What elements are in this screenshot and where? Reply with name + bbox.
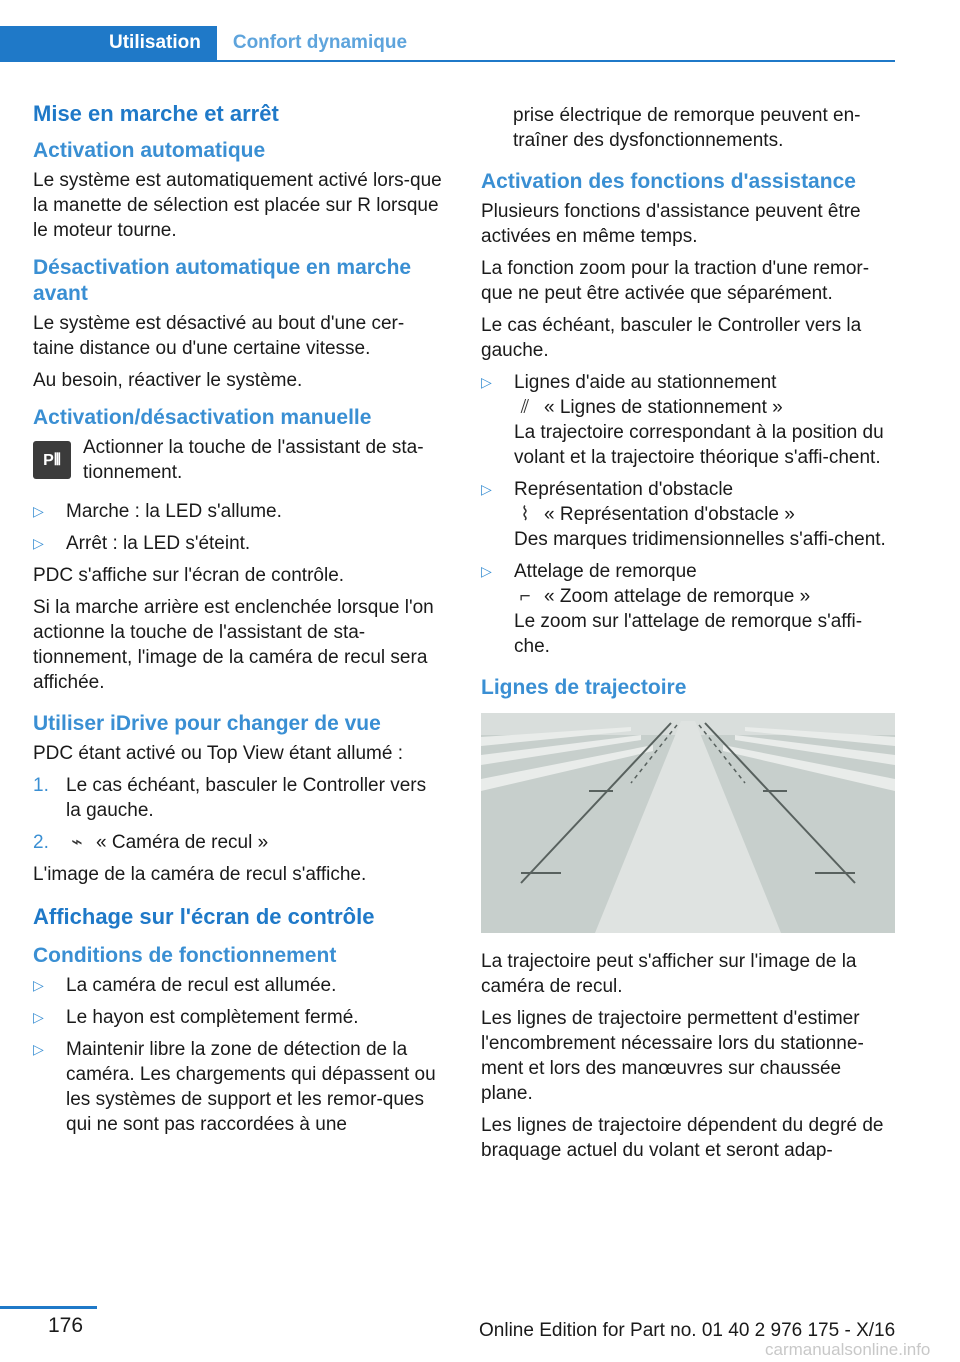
- para-camera: L'image de la caméra de recul s'affiche.: [33, 864, 367, 885]
- para-traj-3: Les lignes de trajectoire dépendent du degré de braquage actuel du volant et seront adap-: [481, 1115, 884, 1161]
- rear-camera-icon: ⌁: [71, 832, 83, 853]
- list-item: ▷ Le hayon est complètement fermé.: [33, 1007, 359, 1028]
- right-column: [481, 103, 893, 1170]
- header-divider: [0, 60, 895, 62]
- para-auto-on: Le système est automatiquement activé lors-que la manette de sélection est placée sur R lorsque le moteur tourne.: [33, 170, 442, 241]
- steps-list: [33, 773, 445, 855]
- list-item: 1. Le cas échéant, basculer le Controller vers la gauche.: [33, 775, 427, 821]
- para-continued: prise électrique de remorque peuvent en-traîner des dysfonctionnements.: [513, 105, 861, 151]
- para-idrive: PDC étant activé ou Top View étant allumé :: [33, 743, 404, 764]
- list-item: ▷ Représentation d'obstacle ⌇ « Représentation d'obstacle » Des marques tridimensionnelles s'affi-chent.: [481, 479, 886, 550]
- display-title: Affichage sur l'écran de contrôle: [33, 904, 375, 929]
- para-assist-1: Plusieurs fonctions d'assistance peuvent être activées en même temps.: [481, 201, 861, 247]
- heading-auto-on: Activation automatique: [33, 139, 266, 162]
- on-off-list: [33, 499, 445, 556]
- heading-trajectory: Lignes de trajectoire: [481, 676, 687, 699]
- triangle-bullet-icon: ▷: [33, 535, 44, 551]
- para-auto-off: Le système est désactivé au bout d'une cer-taine distance ou d'une certaine vitesse.: [33, 313, 405, 359]
- triangle-bullet-icon: ▷: [33, 977, 44, 993]
- triangle-bullet-icon: ▷: [33, 1009, 44, 1025]
- para-traj-2: Les lignes de trajectoire permettent d'estimer l'encombrement nécessaire lors du stationne-ment et lors des manœuvres sur chaussée plane.: [481, 1008, 864, 1104]
- tab-confort-dynamique[interactable]: Confort dynamique: [232, 32, 408, 53]
- heading-auto-off: Désactivation automatique en marche avant: [33, 256, 412, 305]
- obstacle-icon: ⌇: [520, 504, 530, 525]
- section-title: Mise en marche et arrêt: [33, 101, 279, 126]
- triangle-bullet-icon: ▷: [481, 374, 492, 390]
- watermark: carmanualsonline.info: [765, 1340, 931, 1359]
- trailer-hitch-icon: ⌐: [519, 586, 531, 607]
- heading-conditions: Conditions de fonctionnement: [33, 944, 337, 967]
- parking-assist-button-icon: P⦀: [33, 441, 71, 479]
- triangle-bullet-icon: ▷: [33, 503, 44, 519]
- heading-assist: Activation des fonctions d'assistance: [481, 170, 856, 193]
- heading-idrive: Utiliser iDrive pour changer de vue: [33, 712, 381, 735]
- para-reactivate: Au besoin, réactiver le système.: [33, 370, 303, 391]
- list-item: ▷ Lignes d'aide au stationnement ⫽ « Lignes de stationnement » La trajectoire correspondant à la position du volant et la trajectoire théorique s'affi-chent.: [481, 372, 884, 468]
- list-item: ▷ Arrêt : la LED s'éteint.: [33, 533, 251, 554]
- parking-lines-icon: ⫽: [520, 397, 530, 418]
- conditions-list: [33, 973, 445, 1137]
- list-item: ▷ La caméra de recul est allumée.: [33, 975, 337, 996]
- functions-list: [481, 370, 893, 659]
- para-manual: Actionner la touche de l'assistant de sta-tionnement.: [83, 437, 424, 483]
- tab-utilisation[interactable]: Utilisation: [0, 26, 217, 60]
- triangle-bullet-icon: ▷: [481, 563, 492, 579]
- manual-instruction: [33, 435, 445, 485]
- page-number: 176: [48, 1314, 84, 1337]
- header-tabs: [0, 26, 423, 60]
- list-item: ▷ Attelage de remorque ⌐ « Zoom attelage de remorque » Le zoom sur l'attelage de remorque s'affi-che.: [481, 561, 863, 657]
- para-reverse: Si la marche arrière est enclenchée lorsque l'on actionne la touche de l'assistant de sta-tionnement, l'image de la caméra de recul sera affichée.: [33, 597, 434, 693]
- triangle-bullet-icon: ▷: [481, 481, 492, 497]
- para-traj-1: La trajectoire peut s'afficher sur l'image de la caméra de recul.: [481, 951, 857, 997]
- trajectory-lines-image: [481, 713, 895, 933]
- list-item: ▷ Maintenir libre la zone de détection de la caméra. Les chargements qui dépassent ou les systèmes de support et les remor-ques qui ne sont pas raccordées à une: [33, 1039, 436, 1135]
- left-column: [33, 100, 445, 1144]
- footer-divider: [0, 1306, 97, 1309]
- edition-label: Online Edition for Part no. 01 40 2 976 175 - X/16: [479, 1320, 896, 1341]
- triangle-bullet-icon: ▷: [33, 1041, 44, 1057]
- heading-manual: Activation/désactivation manuelle: [33, 406, 372, 429]
- list-item: 2. ⌁ « Caméra de recul »: [33, 832, 269, 853]
- list-item: ▷ Marche : la LED s'allume.: [33, 501, 282, 522]
- para-assist-2: La fonction zoom pour la traction d'une remor-que ne peut être activée que séparément.: [481, 258, 870, 304]
- para-pdc: PDC s'affiche sur l'écran de contrôle.: [33, 565, 345, 586]
- para-assist-3: Le cas échéant, basculer le Controller vers la gauche.: [481, 315, 862, 361]
